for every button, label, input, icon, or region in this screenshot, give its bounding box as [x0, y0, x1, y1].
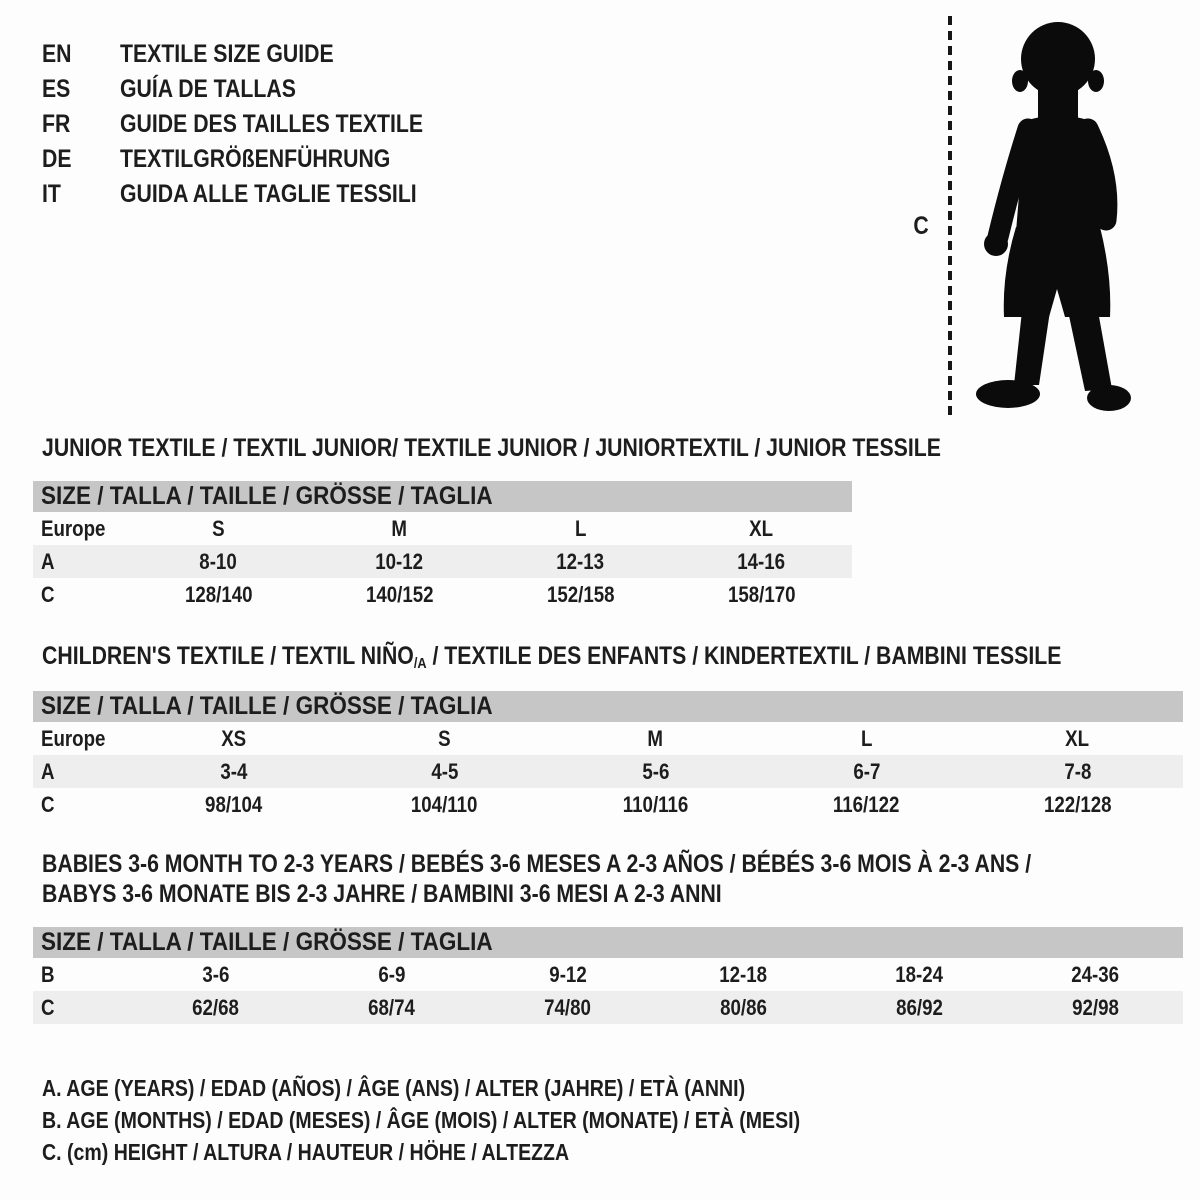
language-code-text: IT: [42, 180, 61, 208]
table-cell: [671, 545, 852, 578]
cell-text: L: [860, 726, 873, 751]
cell-text: 158/170: [727, 582, 796, 607]
note-age-months: [42, 1108, 934, 1132]
note-age-years: [42, 1076, 869, 1100]
table-cell: [761, 788, 972, 821]
size-header-label: SIZE / TALLA / TAILLE / GRÖSSE / TAGLIA: [41, 692, 493, 720]
table-cell: [339, 755, 550, 788]
table-cell: [480, 958, 656, 991]
cell-text: 68/74: [368, 995, 416, 1020]
table-cell: [972, 788, 1183, 821]
language-title-text: GUIDA ALLE TAGLIE TESSILI: [120, 180, 417, 208]
table-header: [33, 691, 1183, 722]
table-header: [33, 927, 1183, 958]
title-part: CHILDREN'S TEXTILE / TEXTIL NIÑO: [42, 642, 414, 670]
table-cell: [309, 545, 490, 578]
cell-text: XS: [221, 726, 246, 751]
language-row: [0, 145, 700, 173]
table-row: [33, 958, 1183, 991]
row-label: [33, 722, 128, 755]
row-label-text: C: [41, 792, 55, 817]
cell-text: 18-24: [895, 962, 944, 987]
cell-text: 7-8: [1063, 759, 1092, 784]
row-label: [33, 545, 128, 578]
table-cell: [831, 991, 1007, 1024]
table-cell: [655, 958, 831, 991]
table-row: [33, 545, 852, 578]
language-row: [0, 40, 700, 68]
table-row: [33, 788, 1183, 821]
cell-text: 6-9: [378, 962, 406, 987]
table-cell: [490, 512, 671, 545]
table-cell: [655, 991, 831, 1024]
note-text: C. (cm) HEIGHT / ALTURA / HAUTEUR / HÖHE / ALTEZZA: [42, 1139, 570, 1165]
language-code: [42, 40, 77, 69]
cell-text: 3-4: [219, 759, 248, 784]
cell-text: 9-12: [548, 962, 587, 987]
table-cell: [128, 722, 339, 755]
table-cell: [761, 722, 972, 755]
table-cell: [972, 722, 1183, 755]
cell-text: 10-12: [375, 549, 424, 574]
table-cell: [1007, 991, 1183, 1024]
cell-text: 74/80: [544, 995, 591, 1020]
language-code-text: EN: [42, 40, 72, 68]
height-measure-label: [912, 212, 930, 241]
cell-text: 5-6: [641, 759, 670, 784]
table-cell: [490, 578, 671, 611]
cell-text: 12-13: [556, 549, 605, 574]
junior-size-table: [33, 481, 852, 611]
language-row: [0, 75, 700, 103]
junior-section-title: [42, 435, 1100, 461]
title-part: / TEXTILE DES ENFANTS / KINDERTEXTIL / BAMBINI TESSILE: [426, 642, 1062, 670]
cell-text: S: [438, 726, 451, 751]
table-cell: [761, 755, 972, 788]
size-header-label: SIZE / TALLA / TAILLE / GRÖSSE / TAGLIA: [41, 928, 493, 956]
language-code: [42, 180, 64, 209]
language-row: [0, 180, 700, 208]
language-title-text: GUIDE DES TAILLES TEXTILE: [120, 110, 424, 138]
row-label: [33, 991, 128, 1024]
cell-text: 14-16: [737, 549, 786, 574]
cell-text: 152/158: [546, 582, 615, 607]
table-cell: [128, 755, 339, 788]
language-code-text: DE: [42, 145, 72, 173]
cell-text: 62/68: [192, 995, 240, 1020]
cell-text: 104/110: [411, 792, 478, 817]
row-label: [33, 512, 128, 545]
language-title-text: GUÍA DE TALLAS: [120, 75, 296, 103]
language-code-text: ES: [42, 75, 71, 103]
table-cell: [550, 722, 761, 755]
table-cell: [339, 788, 550, 821]
children-section-title: [42, 643, 1200, 677]
table-cell: [671, 512, 852, 545]
babies-section-title-line2: [42, 881, 842, 907]
table-row: [33, 722, 1183, 755]
language-title: [120, 110, 477, 139]
cell-text: M: [647, 726, 664, 751]
row-label: [33, 578, 128, 611]
table-cell: [480, 991, 656, 1024]
language-title: [120, 145, 438, 174]
children-size-table: [33, 691, 1183, 821]
cell-text: 98/104: [204, 792, 263, 817]
toddler-silhouette-icon: [966, 17, 1136, 417]
cell-text: M: [391, 516, 408, 541]
table-cell: [128, 578, 309, 611]
row-label-text: Europe: [41, 516, 106, 541]
size-header-label: SIZE / TALLA / TAILLE / GRÖSSE / TAGLIA: [41, 482, 493, 510]
row-label-text: Europe: [41, 726, 106, 751]
table-header: [33, 481, 852, 512]
cell-text: 122/128: [1043, 792, 1112, 817]
table-cell: [339, 722, 550, 755]
row-label-text: C: [41, 995, 55, 1020]
junior-section-title-text: JUNIOR TEXTILE / TEXTIL JUNIOR/ TEXTILE JUNIOR / JUNIORTEXTIL / JUNIOR TESSILE: [42, 434, 941, 462]
cell-text: 6-7: [852, 759, 881, 784]
table-cell: [671, 578, 852, 611]
table-cell: [972, 755, 1183, 788]
table-row: [33, 991, 1183, 1024]
language-code: [42, 110, 75, 139]
table-cell: [128, 788, 339, 821]
language-row: [0, 110, 700, 138]
table-row: [33, 512, 852, 545]
table-cell: [128, 991, 304, 1024]
cell-text: L: [574, 516, 587, 541]
table-cell: [304, 991, 480, 1024]
row-label-text: C: [41, 582, 55, 607]
babies-section-title-line1: [42, 851, 1200, 877]
table-cell: [1007, 958, 1183, 991]
title-subscript: /A: [413, 655, 427, 672]
language-code-text: FR: [42, 110, 71, 138]
language-code: [42, 145, 77, 174]
cell-text: 110/116: [622, 792, 689, 817]
cell-text: 116/122: [833, 792, 900, 817]
language-title: [120, 75, 327, 104]
cell-text: XL: [1065, 726, 1090, 751]
language-title: [120, 40, 371, 69]
cell-text: 12-18: [719, 962, 768, 987]
height-measure-line: [948, 16, 952, 416]
row-label-text: A: [41, 759, 55, 784]
row-label-text: B: [41, 962, 55, 987]
row-label: [33, 958, 128, 991]
language-title-text: TEXTILGRÖßENFÜHRUNG: [120, 145, 391, 173]
language-title: [120, 180, 469, 209]
table-cell: [309, 512, 490, 545]
note-height-cm: [42, 1140, 662, 1164]
row-label: [33, 788, 128, 821]
cell-text: 86/92: [895, 995, 943, 1020]
cell-text: 24-36: [1071, 962, 1119, 987]
table-row: [33, 755, 1183, 788]
note-text: B. AGE (MONTHS) / EDAD (MESES) / ÂGE (MOIS) / ALTER (MONATE) / ETÀ (MESI): [42, 1107, 801, 1133]
cell-text: 128/140: [184, 582, 253, 607]
table-cell: [490, 545, 671, 578]
cell-text: 4-5: [430, 759, 459, 784]
babies-section-title-line2-text: BABYS 3-6 MONATE BIS 2-3 JAHRE / BAMBINI 3-6 MESI A 2-3 ANNI: [42, 880, 722, 908]
table-cell: [550, 755, 761, 788]
table-cell: [831, 958, 1007, 991]
language-code: [42, 75, 75, 104]
cell-text: S: [212, 516, 225, 541]
babies-size-table: [33, 927, 1183, 1024]
table-cell: [128, 958, 304, 991]
table-cell: [309, 578, 490, 611]
note-text: A. AGE (YEARS) / EDAD (AÑOS) / ÂGE (ANS) / ALTER (JAHRE) / ETÀ (ANNI): [42, 1075, 746, 1101]
table-row: [33, 578, 852, 611]
cell-text: 8-10: [199, 549, 238, 574]
height-measure-label-text: C: [913, 212, 929, 240]
row-label-text: A: [41, 549, 55, 574]
table-cell: [304, 958, 480, 991]
cell-text: 140/152: [365, 582, 434, 607]
table-cell: [550, 788, 761, 821]
babies-section-title-line1-text: BABIES 3-6 MONTH TO 2-3 YEARS / BEBÉS 3-6 MESES A 2-3 AÑOS / BÉBÉS 3-6 MOIS À 2-3 ANS /: [42, 850, 1032, 878]
cell-text: 3-6: [202, 962, 230, 987]
row-label: [33, 755, 128, 788]
cell-text: XL: [749, 516, 774, 541]
cell-text: 80/86: [719, 995, 767, 1020]
children-section-title-text: [42, 643, 1061, 677]
table-cell: [128, 545, 309, 578]
table-cell: [128, 512, 309, 545]
cell-text: 92/98: [1071, 995, 1119, 1020]
language-title-text: TEXTILE SIZE GUIDE: [120, 40, 334, 68]
